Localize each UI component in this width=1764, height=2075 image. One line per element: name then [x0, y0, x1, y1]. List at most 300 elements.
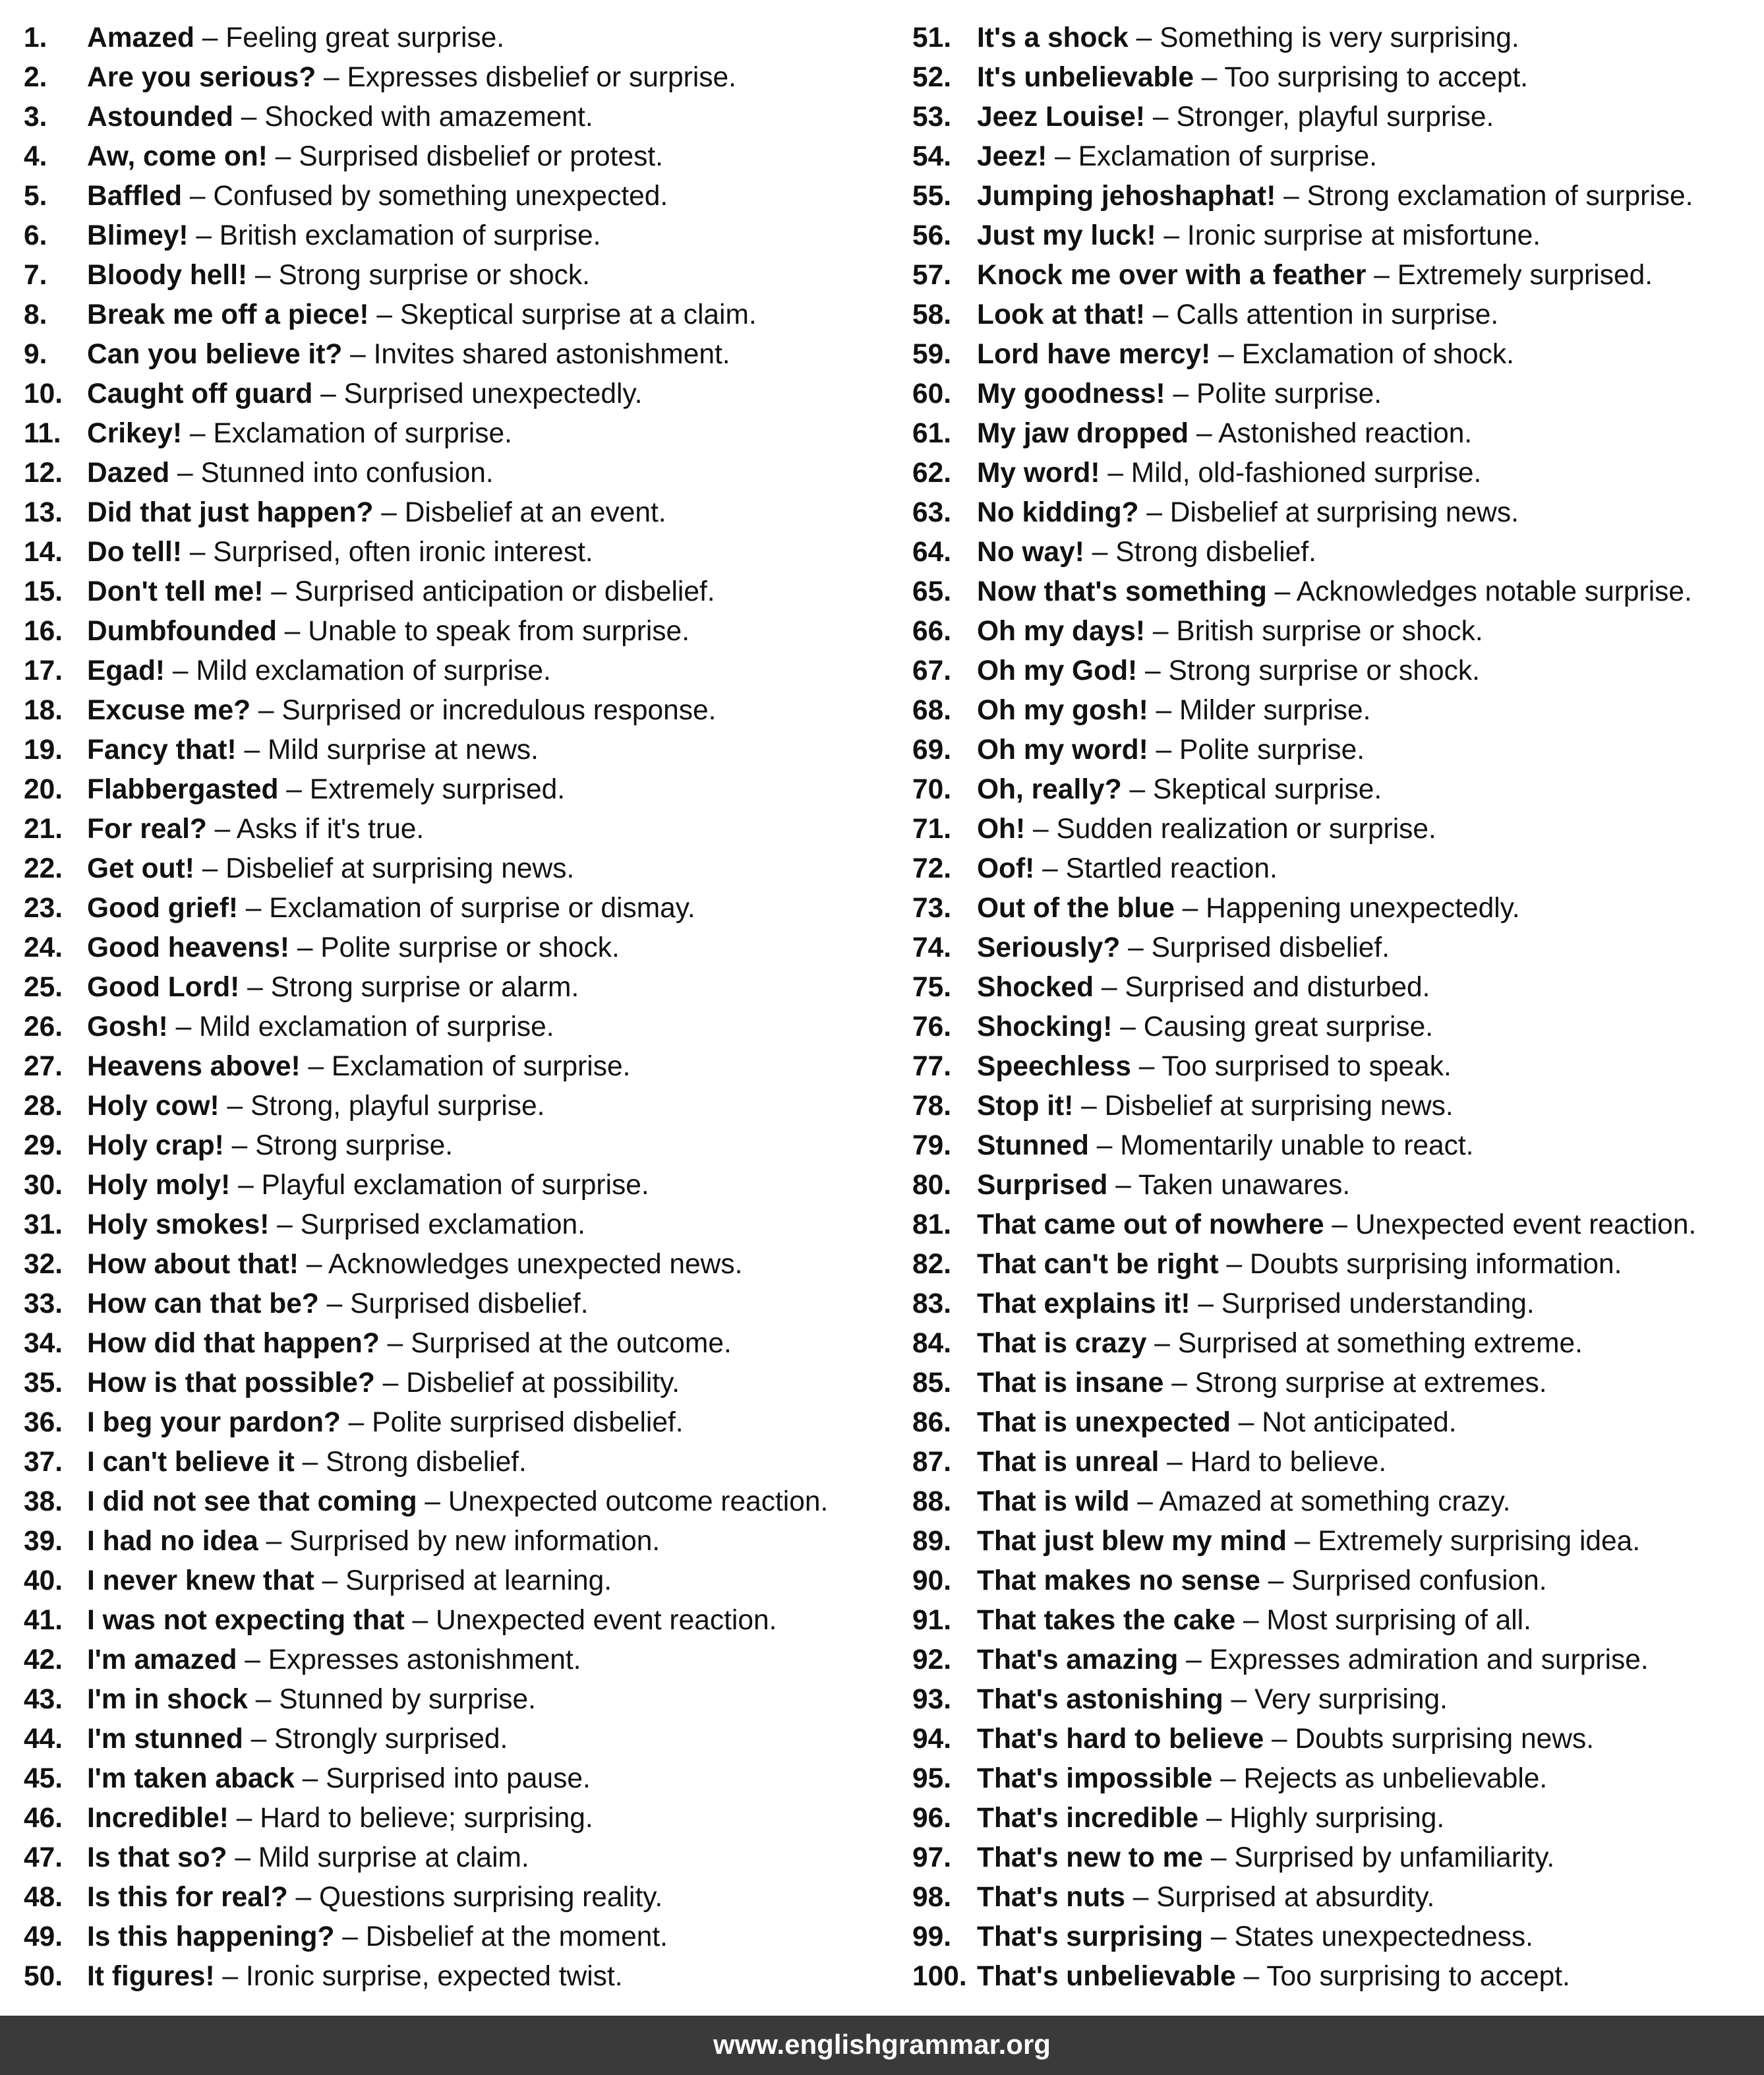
item-number: 89. [912, 1526, 952, 1557]
item-definition: Acknowledges unexpected news. [328, 1249, 743, 1280]
item-phrase: That takes the cake [977, 1605, 1236, 1636]
item-text [87, 533, 593, 572]
list-item [24, 1324, 881, 1364]
item-phrase: Speechless [977, 1051, 1131, 1082]
item-text [977, 572, 1692, 612]
item-text [87, 375, 642, 414]
item-number: 4. [24, 141, 47, 172]
item-separator: – [1120, 932, 1152, 963]
item-text [977, 691, 1371, 731]
list-item [24, 1047, 881, 1087]
item-number: 51. [912, 22, 952, 53]
item-number: 73. [912, 893, 952, 924]
item-number: 2. [24, 62, 47, 93]
list-item [24, 1640, 881, 1680]
item-phrase: Look at that! [977, 299, 1145, 330]
item-number: 22. [24, 853, 63, 884]
list-item [912, 493, 1764, 533]
item-number: 86. [912, 1407, 952, 1438]
item-separator: – [1131, 1051, 1162, 1082]
item-text [87, 1087, 544, 1126]
list-item [912, 256, 1764, 295]
item-phrase: Blimey! [87, 220, 189, 251]
item-number: 49. [24, 1921, 63, 1952]
item-definition: Surprised disbelief or protest. [299, 141, 663, 172]
item-definition: Sudden realization or surprise. [1056, 814, 1436, 845]
item-text [87, 1720, 508, 1759]
item-number: 55. [912, 181, 952, 212]
item-text [87, 177, 668, 216]
item-number: 91. [912, 1605, 952, 1636]
list-item [912, 533, 1764, 572]
item-definition: Strong surprise or shock. [278, 260, 590, 291]
item-phrase: I did not see that coming [87, 1486, 417, 1517]
item-phrase: That is crazy [977, 1328, 1147, 1359]
item-separator: – [182, 418, 214, 449]
list-item [24, 18, 881, 58]
item-text [87, 691, 716, 731]
item-phrase: Knock me over with a feather [977, 260, 1367, 291]
list-item [912, 1759, 1764, 1799]
item-phrase: I'm in shock [87, 1684, 248, 1715]
phrase-list [0, 18, 1764, 1997]
item-separator: – [1025, 814, 1057, 845]
item-text [87, 1640, 581, 1680]
item-definition: Very surprising. [1254, 1684, 1448, 1715]
item-text [87, 572, 715, 612]
item-definition: Surprised unexpectedly. [343, 378, 643, 409]
item-separator: – [1138, 497, 1170, 528]
item-number: 76. [912, 1011, 952, 1042]
item-separator: – [1203, 1921, 1235, 1952]
list-item [912, 1522, 1764, 1561]
item-phrase: Is this happening? [87, 1921, 335, 1952]
item-phrase: Is that so? [87, 1842, 227, 1873]
item-definition: Taken unawares. [1138, 1170, 1351, 1201]
item-text [977, 1561, 1547, 1601]
item-text [87, 1522, 660, 1561]
list-item [24, 691, 881, 731]
item-number: 50. [24, 1961, 63, 1992]
item-number: 75. [912, 972, 952, 1003]
item-phrase: It figures! [87, 1961, 215, 1992]
list-item [912, 335, 1764, 375]
item-number: 34. [24, 1328, 63, 1359]
item-text [87, 1561, 612, 1601]
item-separator: – [182, 537, 214, 568]
item-separator: – [373, 497, 405, 528]
item-separator: – [1190, 1288, 1221, 1319]
item-text [977, 1047, 1452, 1087]
item-separator: – [1260, 1565, 1292, 1596]
list-item [24, 256, 881, 295]
list-item [912, 1720, 1764, 1759]
item-separator: – [1193, 62, 1225, 93]
item-text [977, 1364, 1547, 1403]
item-text [977, 1166, 1350, 1205]
item-separator: – [1264, 1724, 1295, 1755]
item-definition: Unexpected event reaction. [436, 1605, 777, 1636]
item-text [87, 1403, 684, 1443]
item-phrase: Good grief! [87, 893, 238, 924]
list-item [24, 1799, 881, 1838]
item-number: 33. [24, 1288, 63, 1319]
list-item [912, 731, 1764, 770]
item-text [977, 1957, 1570, 1997]
item-number: 15. [24, 576, 63, 607]
item-definition: Feeling great surprise. [225, 22, 505, 53]
item-separator: – [299, 1249, 328, 1280]
item-text [977, 1245, 1622, 1284]
item-number: 100. [912, 1961, 967, 1992]
item-text [87, 1917, 668, 1957]
list-item [912, 58, 1764, 98]
item-number: 12. [24, 458, 63, 489]
list-item [912, 454, 1764, 493]
item-separator: – [1203, 1842, 1235, 1873]
item-text [977, 533, 1316, 572]
list-item [24, 1166, 881, 1205]
item-text [977, 810, 1436, 849]
item-separator: – [1210, 339, 1242, 370]
item-phrase: Aw, come on! [87, 141, 268, 172]
item-text [87, 1166, 649, 1205]
list-item [912, 18, 1764, 58]
item-number: 36. [24, 1407, 63, 1438]
item-number: 8. [24, 299, 47, 330]
item-phrase: Crikey! [87, 418, 183, 449]
item-number: 66. [912, 616, 952, 647]
item-text [977, 18, 1519, 58]
item-number: 26. [24, 1011, 63, 1042]
item-phrase: Did that just happen? [87, 497, 374, 528]
item-text [977, 1403, 1457, 1443]
item-separator: – [1145, 616, 1177, 647]
item-text [87, 1838, 529, 1878]
item-text [87, 1324, 732, 1364]
item-definition: Disbelief at the moment. [365, 1921, 668, 1952]
item-separator: – [1148, 735, 1179, 766]
item-separator: – [1145, 102, 1177, 133]
item-phrase: Jumping jehoshaphat! [977, 181, 1276, 212]
list-item [24, 375, 881, 414]
left-column [24, 18, 881, 1997]
item-definition: Stronger, playful surprise. [1176, 102, 1494, 133]
item-text [977, 1482, 1510, 1522]
item-definition: Milder surprise. [1179, 695, 1371, 726]
item-text [977, 98, 1494, 137]
item-definition: Extremely surprised. [1397, 260, 1653, 291]
item-number: 92. [912, 1644, 952, 1675]
item-separator: – [1112, 1011, 1144, 1042]
item-phrase: Dazed [87, 458, 170, 489]
item-text [977, 1759, 1547, 1799]
item-separator: – [334, 1921, 366, 1952]
item-text [977, 928, 1390, 968]
item-text [87, 58, 736, 98]
item-number: 77. [912, 1051, 952, 1082]
item-definition: Exclamation of surprise or dismay. [269, 893, 695, 924]
item-phrase: Astounded [87, 102, 233, 133]
item-phrase: Break me off a piece! [87, 299, 369, 330]
item-definition: Strong exclamation of surprise. [1307, 181, 1693, 212]
list-item [24, 335, 881, 375]
list-item [912, 1087, 1764, 1126]
item-number: 6. [24, 220, 47, 251]
list-item [24, 849, 881, 889]
list-item [24, 414, 881, 454]
item-definition: British exclamation of surprise. [219, 220, 601, 251]
item-definition: Surprised and disturbed. [1125, 972, 1430, 1003]
item-definition: Unexpected outcome reaction. [448, 1486, 829, 1517]
item-phrase: I'm taken aback [87, 1763, 295, 1794]
item-definition: Surprised disbelief. [350, 1288, 589, 1319]
item-definition: Too surprising to accept. [1224, 62, 1529, 93]
item-text [87, 137, 663, 177]
item-definition: Surprised or incredulous response. [281, 695, 717, 726]
item-separator: – [278, 774, 310, 805]
item-text [87, 1878, 662, 1917]
item-number: 1. [24, 22, 47, 53]
item-text [87, 1443, 527, 1482]
item-definition: Hard to believe. [1190, 1447, 1387, 1478]
item-text [977, 1917, 1533, 1957]
list-item [912, 1601, 1764, 1640]
list-item [912, 1680, 1764, 1720]
item-number: 99. [912, 1921, 952, 1952]
item-separator: – [1073, 1091, 1105, 1122]
item-number: 93. [912, 1684, 952, 1715]
item-separator: – [1189, 418, 1219, 449]
list-item [912, 98, 1764, 137]
list-item [24, 295, 881, 335]
item-text [87, 1126, 453, 1166]
item-separator: – [269, 1209, 301, 1240]
item-text [977, 177, 1693, 216]
item-definition: Doubts surprising information. [1249, 1249, 1622, 1280]
item-phrase: Fancy that! [87, 735, 237, 766]
item-phrase: Shocking! [977, 1011, 1113, 1042]
item-definition: Rejects as unbelievable. [1243, 1763, 1548, 1794]
item-phrase: How about that! [87, 1249, 299, 1280]
item-definition: Strong surprise at extremes. [1194, 1368, 1547, 1398]
item-number: 18. [24, 695, 63, 726]
item-text [977, 295, 1498, 335]
item-phrase: Heavens above! [87, 1051, 301, 1082]
item-number: 95. [912, 1763, 952, 1794]
item-number: 38. [24, 1486, 63, 1517]
item-phrase: Oh my God! [977, 655, 1138, 686]
item-definition: Invites shared astonishment. [373, 339, 730, 370]
item-phrase: Surprised [977, 1170, 1108, 1201]
item-separator: – [294, 1763, 326, 1794]
item-text [87, 1799, 593, 1838]
item-separator: – [316, 62, 347, 93]
item-separator: – [1174, 893, 1206, 924]
list-item [912, 612, 1764, 651]
item-separator: – [1223, 1684, 1255, 1715]
item-separator: – [1128, 22, 1160, 53]
item-separator: – [379, 1328, 411, 1359]
item-text [977, 1878, 1434, 1917]
item-definition: Ironic surprise at misfortune. [1187, 220, 1541, 251]
item-text [977, 1601, 1531, 1640]
item-number: 78. [912, 1091, 952, 1122]
item-definition: Astonished reaction. [1218, 418, 1473, 449]
list-item [912, 1284, 1764, 1324]
item-text [87, 810, 424, 849]
item-phrase: I beg your pardon? [87, 1407, 341, 1438]
item-text [977, 414, 1472, 454]
list-item [912, 1047, 1764, 1087]
item-phrase: No kidding? [977, 497, 1139, 528]
item-phrase: Oh! [977, 814, 1026, 845]
item-number: 87. [912, 1447, 952, 1478]
list-item [24, 572, 881, 612]
list-item [912, 572, 1764, 612]
item-definition: Surprised exclamation. [300, 1209, 585, 1240]
item-phrase: No way! [977, 537, 1084, 568]
item-text [977, 335, 1514, 375]
item-phrase: That explains it! [977, 1288, 1191, 1319]
item-phrase: Holy cow! [87, 1091, 220, 1122]
list-item [24, 177, 881, 216]
item-definition: Confused by something unexpected. [213, 181, 668, 212]
list-item [912, 1917, 1764, 1957]
item-number: 9. [24, 339, 47, 370]
item-separator: – [374, 1368, 407, 1398]
item-phrase: Oh my word! [977, 735, 1148, 766]
item-text [977, 731, 1365, 770]
item-separator: – [1230, 1407, 1262, 1438]
item-phrase: That's astonishing [977, 1684, 1223, 1715]
item-separator: – [1266, 576, 1297, 607]
list-item [24, 1720, 881, 1759]
item-definition: Happening unexpectedly. [1206, 893, 1520, 924]
item-number: 65. [912, 576, 952, 607]
item-number: 88. [912, 1486, 952, 1517]
item-separator: – [1198, 1803, 1230, 1834]
item-number: 96. [912, 1803, 952, 1834]
item-phrase: Holy crap! [87, 1130, 224, 1161]
item-text [977, 1284, 1535, 1324]
item-definition: Disbelief at an event. [404, 497, 666, 528]
item-number: 94. [912, 1724, 952, 1755]
item-phrase: Holy moly! [87, 1170, 231, 1201]
item-separator: – [368, 299, 400, 330]
item-text [87, 98, 593, 137]
item-separator: – [1121, 774, 1153, 805]
item-number: 32. [24, 1249, 63, 1280]
list-item [24, 1759, 881, 1799]
item-number: 67. [912, 655, 952, 686]
item-number: 84. [912, 1328, 952, 1359]
item-text [87, 731, 539, 770]
item-phrase: That's hard to believe [977, 1724, 1264, 1755]
item-phrase: My word! [977, 458, 1100, 489]
item-text [977, 1205, 1696, 1245]
list-item [24, 968, 881, 1007]
item-separator: – [267, 141, 299, 172]
item-separator: – [239, 972, 271, 1003]
item-separator: – [1276, 181, 1307, 212]
list-item [24, 1126, 881, 1166]
item-separator: – [227, 1842, 258, 1873]
item-number: 71. [912, 814, 952, 845]
item-definition: Extremely surprised. [309, 774, 566, 805]
item-number: 29. [24, 1130, 63, 1161]
item-number: 90. [912, 1565, 952, 1596]
item-text [87, 928, 620, 968]
item-definition: Ironic surprise, expected twist. [245, 1961, 623, 1992]
item-text [977, 1087, 1454, 1126]
list-item [912, 770, 1764, 810]
item-number: 27. [24, 1051, 63, 1082]
item-separator: – [287, 1882, 319, 1913]
item-definition: Surprised disbelief. [1151, 932, 1390, 963]
item-number: 37. [24, 1447, 63, 1478]
item-separator: – [243, 1724, 275, 1755]
item-definition: Strong, playful surprise. [250, 1091, 545, 1122]
item-text [87, 1205, 585, 1245]
item-text [977, 1126, 1473, 1166]
list-item [912, 651, 1764, 691]
list-item [24, 137, 881, 177]
item-number: 25. [24, 972, 63, 1003]
item-definition: Calls attention in surprise. [1176, 299, 1499, 330]
item-definition: Too surprising to accept. [1266, 1961, 1570, 1992]
item-phrase: Egad! [87, 655, 165, 686]
list-item [24, 928, 881, 968]
right-column [912, 18, 1764, 1997]
item-separator: – [1094, 972, 1125, 1003]
item-phrase: Can you believe it? [87, 339, 343, 370]
item-definition: Shocked with amazement. [264, 102, 593, 133]
item-number: 81. [912, 1209, 952, 1240]
item-text [87, 1047, 630, 1087]
item-separator: – [247, 1684, 279, 1715]
list-item [912, 810, 1764, 849]
item-phrase: That's new to me [977, 1842, 1204, 1873]
item-number: 62. [912, 458, 952, 489]
list-item [912, 1166, 1764, 1205]
item-phrase: Stop it! [977, 1091, 1074, 1122]
list-item [24, 889, 881, 928]
item-definition: Disbelief at surprising news. [1169, 497, 1519, 528]
item-text [977, 1720, 1594, 1759]
item-definition: Surprised, often ironic interest. [213, 537, 593, 568]
item-phrase: I was not expecting that [87, 1605, 405, 1636]
item-separator: – [223, 1130, 256, 1161]
item-phrase: How is that possible? [87, 1368, 375, 1398]
item-separator: – [1235, 1961, 1267, 1992]
list-item [24, 1680, 881, 1720]
item-number: 24. [24, 932, 63, 963]
list-item [912, 1245, 1764, 1284]
item-separator: – [233, 102, 265, 133]
list-item [912, 1878, 1764, 1917]
item-separator: – [1159, 1447, 1191, 1478]
item-number: 20. [24, 774, 63, 805]
list-item [912, 928, 1764, 968]
item-text [87, 849, 574, 889]
item-number: 59. [912, 339, 952, 370]
item-text [87, 216, 601, 256]
list-item [912, 137, 1764, 177]
item-separator: – [1163, 1368, 1195, 1398]
item-number: 7. [24, 260, 47, 291]
item-separator: – [1146, 1328, 1178, 1359]
